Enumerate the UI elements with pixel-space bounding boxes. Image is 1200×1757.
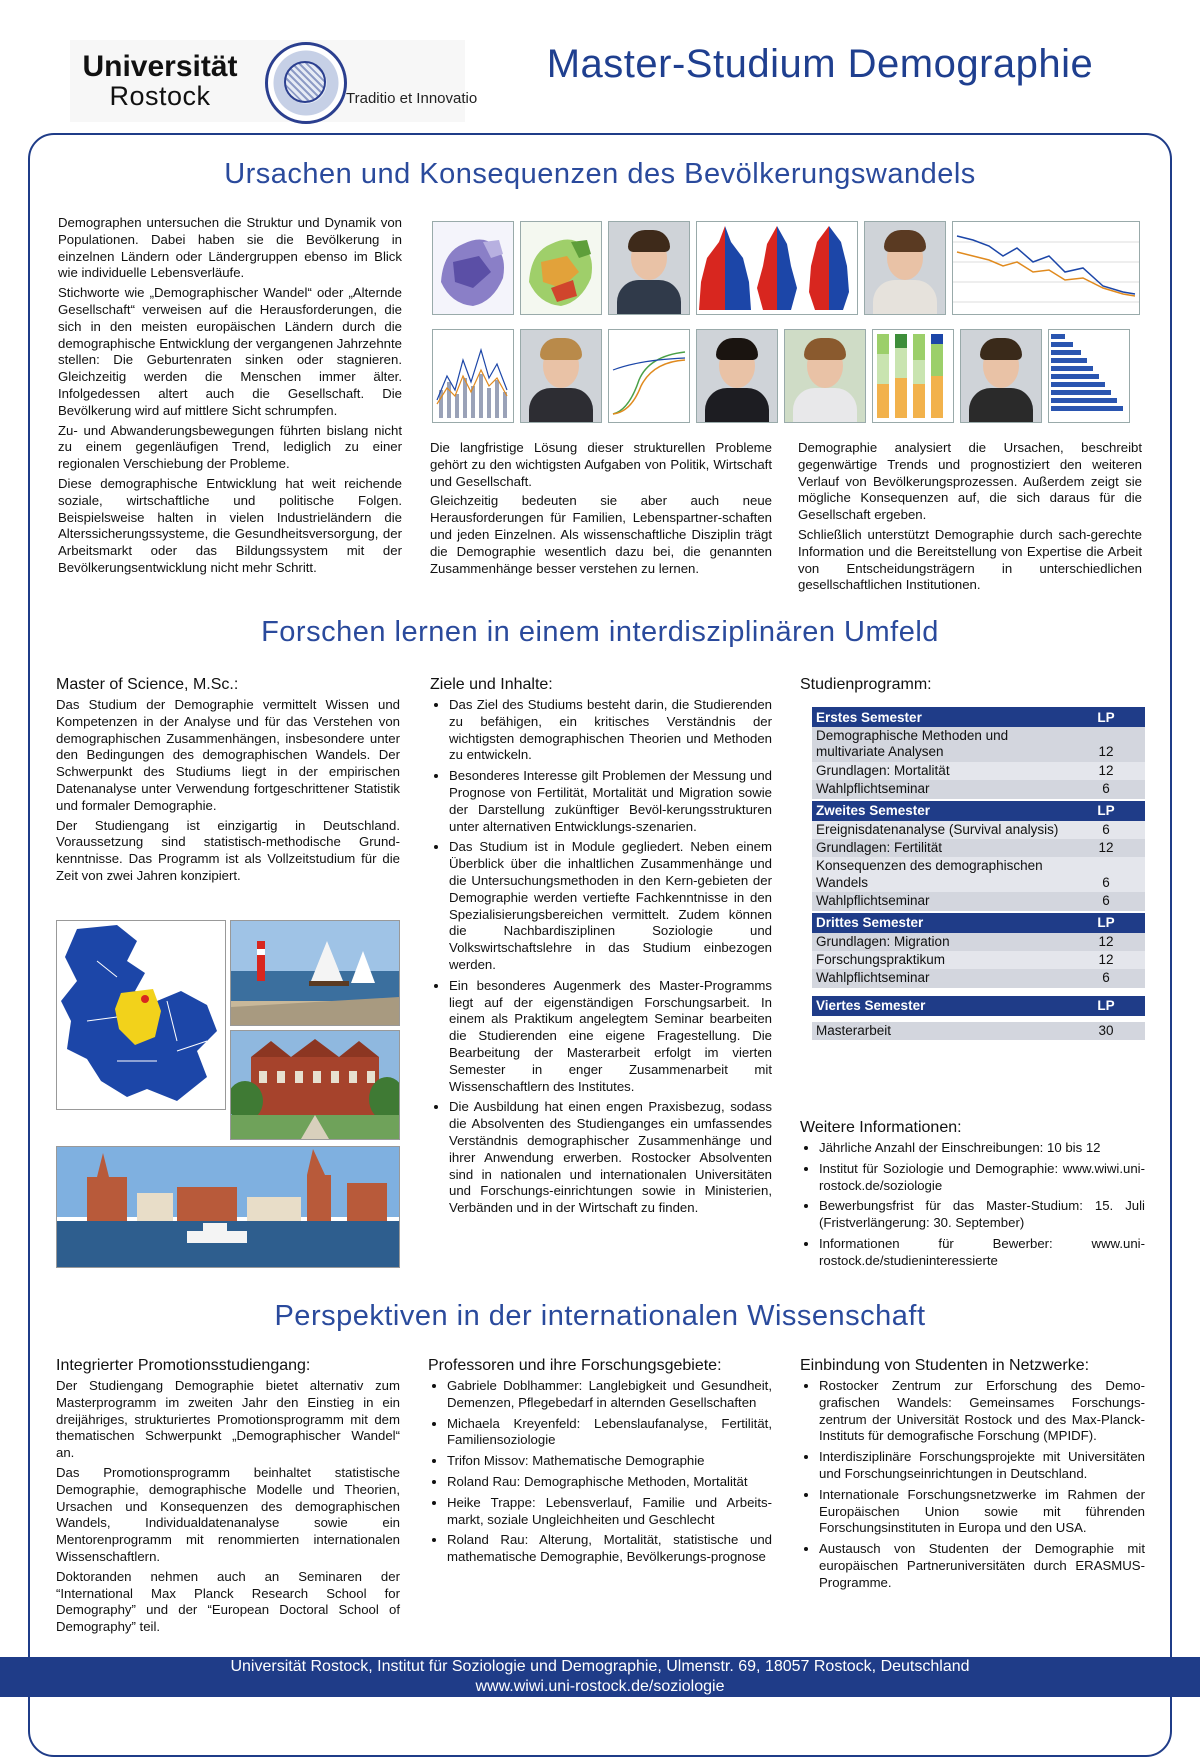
module-lp: 12 — [1067, 762, 1145, 780]
time-series-chart-image — [432, 329, 514, 423]
section1-col3 — [798, 440, 1142, 597]
lp-header: LP — [1067, 706, 1145, 727]
list-item: • Rostocker Zentrum zur Erforschung des Demo-grafischen Wandels: Gemeinsames Forschungs-zentrum der Universität Rostock und des Max-Planck-Instituts für demografische Forschung (MPIDF). — [819, 1378, 1145, 1445]
semester-header-row — [812, 912, 1145, 933]
logo-city-text: Rostock — [109, 81, 211, 111]
table-row — [812, 892, 1145, 911]
module-name: Grundlagen: Fertilität — [812, 839, 1067, 857]
university-seal-icon — [265, 42, 347, 124]
portrait-photo — [520, 329, 602, 423]
col-heading: Weitere Informationen: — [800, 1119, 962, 1136]
portrait-photo — [784, 329, 866, 423]
paragraph: Diese demographische Entwicklung hat weit reichende soziale, wirtschaftliche und politische Folgen. Beispielsweise halten in vielen Industrieländern die Alterssicherungssysteme, die Gesundheitsversorgung, der Arbeitsmarkt oder das Bildungssystem mit der Bevölkerungsentwicklung nicht mehr Schritt. — [58, 475, 402, 575]
semester-name: Erstes Semester — [812, 706, 1067, 727]
col-heading: Einbindung von Studenten in Netzwerke: — [800, 1357, 1090, 1374]
curves-chart-image — [608, 329, 690, 423]
table-row — [812, 933, 1145, 951]
section2-title: Forschen lernen in einem interdisziplinären Umfeld — [261, 616, 939, 648]
module-lp: 12 — [1067, 727, 1145, 762]
table-row — [812, 780, 1145, 799]
table-row — [812, 1022, 1145, 1040]
semester-header-row — [812, 800, 1145, 821]
footer-website-link[interactable]: www.wiwi.uni-rostock.de/soziologie — [475, 1678, 725, 1695]
list-item: • Das Ziel des Studiums besteht darin, die Studierenden zu befähigen, ein kritisches Verständnis der wichtigsten demographischen Theorien und Methoden zu entwickeln. — [449, 697, 772, 764]
module-name: Wahlpflichtseminar — [812, 892, 1067, 911]
networks-list — [800, 1378, 1145, 1592]
lp-header: LP — [1067, 912, 1145, 933]
paragraph: Der Studiengang Demographie bietet alternativ zum Masterprogramm im zweiten Jahr den Einstieg in ein dreijähriges, strukturiertes Promotionsprogramm mit dem thematischen Schwerpunkt „Demographischer Wandel“ an. — [56, 1378, 400, 1461]
module-lp: 6 — [1067, 857, 1145, 892]
list-item: • Jährliche Anzahl der Einschreibungen: 10 bis 12 — [819, 1140, 1145, 1157]
lp-header: LP — [1067, 800, 1145, 821]
section1-col2 — [430, 440, 772, 580]
col-heading: Integrierter Promotionsstudiengang: — [56, 1357, 311, 1374]
section1-col1 — [58, 215, 402, 580]
paragraph: Schließlich unterstützt Demographie durch sach-gerechte Information und die Bereitstellung von Expertise die Arbeit von Entscheidungsträgern in unterschiedlichen gesellschaftlichen Institutionen. — [798, 526, 1142, 593]
list-item: • Informationen für Bewerber: www.uni-rostock.de/studieninteressierte — [819, 1236, 1145, 1270]
list-item: • Austausch von Studenten der Demographie mit europäischen Partneruniversitäten durch ERASMUS-Programme. — [819, 1541, 1145, 1591]
paragraph: Zu- und Abwanderungsbewegungen führten bislang nicht zu einem gegenläufigen Trend, lediglich zu einer regionalen Verschiebung der Probleme. — [58, 422, 402, 472]
module-name: Konsequenzen des demographischen Wandels — [812, 857, 1067, 892]
logo-university-text: Universität — [82, 50, 238, 83]
rostock-skyline-photo — [56, 1146, 400, 1268]
semester-name: Drittes Semester — [812, 912, 1067, 933]
section3-title: Perspektiven in der internationalen Wissenschaft — [274, 1300, 926, 1332]
section2-col1 — [56, 675, 400, 888]
list-item: • Das Studium ist in Module gegliedert. Neben einem Überblick über die inhaltlichen Zusammenhänge und die Untersuchungsmethoden in den Kern-gebieten der Demographie werden vertiefte Fachkenntnisse in den Spezialisierungsbereichen vermittelt. Zudem können die Nachbardisziplinen Soziologie und Volkswirtschaftslehre in das Studium einbezogen werden. — [449, 839, 772, 973]
section1-title: Ursachen und Konsequenzen des Bevölkerungswandels — [224, 158, 976, 190]
module-name: Wahlpflichtseminar — [812, 969, 1067, 987]
table-row — [812, 839, 1145, 857]
europe-map-green-image — [520, 221, 602, 315]
section3-col2 — [428, 1356, 772, 1570]
population-pyramids-image — [696, 221, 858, 315]
paragraph: Stichworte wie „Demographischer Wandel“ oder „Alternde Gesellschaft“ verweisen auf die Herausforderungen, die sich in den meisten europäischen Ländern durch die demographische Entwicklung der vergangenen Jahrzehnte stellen: Die Geburtenraten sinken oder stagnieren. Gleichzeitig werden die Menschen immer älter. Infolgedessen altert auch die Gesellschaft. Die Bevölkerung wird auf mittlere Sicht schrumpfen. — [58, 285, 402, 418]
list-item: • Roland Rau: Alterung, Mortalität, statistische und mathematische Demographie, Bevölkerungs-prognose — [447, 1532, 772, 1566]
module-name: Grundlagen: Mortalität — [812, 762, 1067, 780]
module-name: Forschungspraktikum — [812, 951, 1067, 969]
module-name: Ereignisdatenanalyse (Survival analysis) — [812, 821, 1067, 839]
list-item: • Besonderes Interesse gilt Problemen der Messung und Prognose von Fertilität, Mortalität und Migration sowie der Darstellung zukünftiger Bevöl-kerungsstrukturen unter alternativen Entwicklungs-szenarien. — [449, 768, 772, 835]
paragraph: Die langfristige Lösung dieser strukturellen Probleme gehört zu den wichtigsten Aufgaben von Politik, Wirtschaft und Gesellschaft. — [430, 440, 772, 489]
portrait-photo — [960, 329, 1042, 423]
semester-header-row — [812, 706, 1145, 727]
motto: Traditio et Innovatio — [346, 90, 478, 107]
section2-col2 — [430, 675, 772, 1221]
list-item: • Die Ausbildung hat einen engen Praxisbezug, sodass die Absolventen des Studienganges ein umfassendes Verständnis demographischer Zusammenhänge und ihrer Anwendung erwerben. Rostocker Absolventen sind in nationalen und internationalen Universitäten und Forschungs-einrichtungen sowie in Ministerien, Verbänden und in der Wirtschaft zu finden. — [449, 1099, 772, 1217]
stacked-bar-chart-image — [872, 329, 954, 423]
study-program-table — [812, 705, 1145, 1040]
portrait-photo — [696, 329, 778, 423]
module-lp: 6 — [1067, 780, 1145, 799]
table-row — [812, 857, 1145, 892]
footer-bar — [0, 1657, 1200, 1697]
table-row — [812, 762, 1145, 780]
horizontal-bar-chart-image — [1048, 329, 1130, 423]
table-row — [812, 727, 1145, 762]
university-building-photo — [230, 1030, 400, 1140]
paragraph: Doktoranden nehmen auch an Seminaren der “International Max Planck Research School for Demography” und der “European Doctoral School of Demography” teil. — [56, 1568, 400, 1635]
image-collage — [432, 221, 1142, 424]
module-lp: 12 — [1067, 839, 1145, 857]
col-heading: Professoren und ihre Forschungsgebiete: — [428, 1357, 722, 1374]
list-item: • Internationale Forschungsnetzwerke im Rahmen der Europäischen Union sowie mit führenden Forschungsinstituten in Europa und den USA. — [819, 1487, 1145, 1537]
poster-title: Master-Studium Demographie — [546, 42, 1094, 86]
module-lp: 12 — [1067, 933, 1145, 951]
portrait-photo — [864, 221, 946, 315]
professors-list — [428, 1378, 772, 1566]
line-chart-image — [952, 221, 1140, 315]
section2-col3-heading-wrap — [800, 675, 1145, 697]
list-item: • Gabriele Doblhammer: Langlebigkeit und Gesundheit, Demenzen, Pflegebedarf in alternden Gesellschaften — [447, 1378, 772, 1412]
list-item: • Institut für Soziologie und Demographie: www.wiwi.uni-rostock.de/soziologie — [819, 1161, 1145, 1195]
col-heading: Master of Science, M.Sc.: — [56, 676, 239, 693]
paragraph: Der Studiengang ist einzigartig in Deutschland. Voraussetzung sind statistisch-methodische Grund-kenntnisse. Das Programm ist als Vollzeitstudium für die Zeit von zwei Jahren konzipiert. — [56, 817, 400, 883]
goals-list — [430, 697, 772, 1217]
col-heading: Ziele und Inhalte: — [430, 676, 553, 693]
portrait-photo — [608, 221, 690, 315]
semester-name: Viertes Semester — [812, 995, 1067, 1016]
list-item: • Heike Trappe: Lebensverlauf, Familie und Arbeits-markt, soziale Ungleichheiten und Geschlecht — [447, 1495, 772, 1529]
europe-map-purple-image — [432, 221, 514, 315]
lp-header: LP — [1067, 995, 1145, 1016]
col-heading: Studienprogramm: — [800, 676, 932, 693]
table-row — [812, 969, 1145, 987]
module-name: Demographische Methoden und multivariate Analysen — [812, 727, 1067, 762]
section2-info — [800, 1118, 1145, 1274]
module-name: Masterarbeit — [812, 1022, 1067, 1040]
section3-col1 — [56, 1356, 400, 1639]
list-item: • Ein besonderes Augenmerk des Master-Programms liegt auf der eigenständigen Forschungsarbeit. In einem als Praktikum angelegtem Seminar bearbeiten die Studierenden eine eigene Fragestellung. Die Bearbeitung der Masterarbeit erfolgt im vierten Semester in enger Zusammenarbeit mit Wissenschaftlern des Institutes. — [449, 978, 772, 1096]
university-logo — [70, 40, 478, 122]
module-lp: 6 — [1067, 821, 1145, 839]
list-item: • Michaela Kreyenfeld: Lebenslaufanalyse, Fertilität, Familiensoziologie — [447, 1416, 772, 1450]
list-item: • Interdisziplinäre Forschungsprojekte mit Universitäten und Forschungseinrichtungen in Deutschland. — [819, 1449, 1145, 1483]
germany-location-map-image — [56, 920, 226, 1110]
paragraph: Demographie analysiert die Ursachen, beschreibt gegenwärtige Trends und prognostiziert den weiteren Verlauf von Bevölkerungsprozessen. Außerdem zeigt sie mögliche Konsequenzen auf, die sich daraus für die Gesellschaft ergeben. — [798, 440, 1142, 523]
list-item: • Trifon Missov: Mathematische Demographie — [447, 1453, 772, 1470]
table-row — [812, 951, 1145, 969]
paragraph: Das Promotionsprogramm beinhaltet statistische Demographie, demographische Modelle und Theorien, Ursachen und Konsequenzen des demographischen Wandels, Individualdatenanalyse sowie ein Mentorenprogramm mit renommierten internationalen Wissenschaftlern. — [56, 1464, 400, 1564]
semester-name: Zweites Semester — [812, 800, 1067, 821]
list-item: • Bewerbungsfrist für das Master-Studium: 15. Juli (Fristverlängerung: 30. September) — [819, 1198, 1145, 1232]
section3-col3 — [800, 1356, 1145, 1596]
paragraph: Gleichzeitig bedeuten sie aber auch neue Herausforderungen für Familien, Lebenspartner-schaften und jeden Einzelnen. Als wissenschaftliche Disziplin trägt die Demographie wesentlich dazu bei, die genannten Zusammenhänge besser verstehen zu lernen. — [430, 493, 772, 576]
footer-address: Universität Rostock, Institut für Soziologie und Demographie, Ulmenstr. 69, 18057 Rostock, Deutschland — [230, 1658, 970, 1675]
harbour-sailing-photo — [230, 920, 400, 1026]
module-lp: 6 — [1067, 969, 1145, 987]
module-lp: 30 — [1067, 1022, 1145, 1040]
table-row — [812, 821, 1145, 839]
module-name: Grundlagen: Migration — [812, 933, 1067, 951]
paragraph: Das Studium der Demographie vermittelt Wissen und Kompetenzen in der Analyse und für das Verstehen von demographischen Zusammenhängen, insbesondere unter den Bedingungen des demographischen Wandels. Der Schwerpunkt des Studiums liegt in der empirischen Datenanalyse unter Verwendung fortgeschrittener Statistik und formaler Demographie. — [56, 697, 400, 813]
semester-header-row — [812, 995, 1145, 1016]
list-item: • Roland Rau: Demographische Methoden, Mortalität — [447, 1474, 772, 1491]
module-lp: 6 — [1067, 892, 1145, 911]
module-lp: 12 — [1067, 951, 1145, 969]
info-list — [800, 1140, 1145, 1270]
module-name: Wahlpflichtseminar — [812, 780, 1067, 799]
paragraph: Demographen untersuchen die Struktur und Dynamik von Populationen. Dabei haben sie die Bevölkerung in einzelnen Ländern oder Ländergruppen ebenso im Blick wie individuelle Lebensverläufe. — [58, 215, 402, 281]
